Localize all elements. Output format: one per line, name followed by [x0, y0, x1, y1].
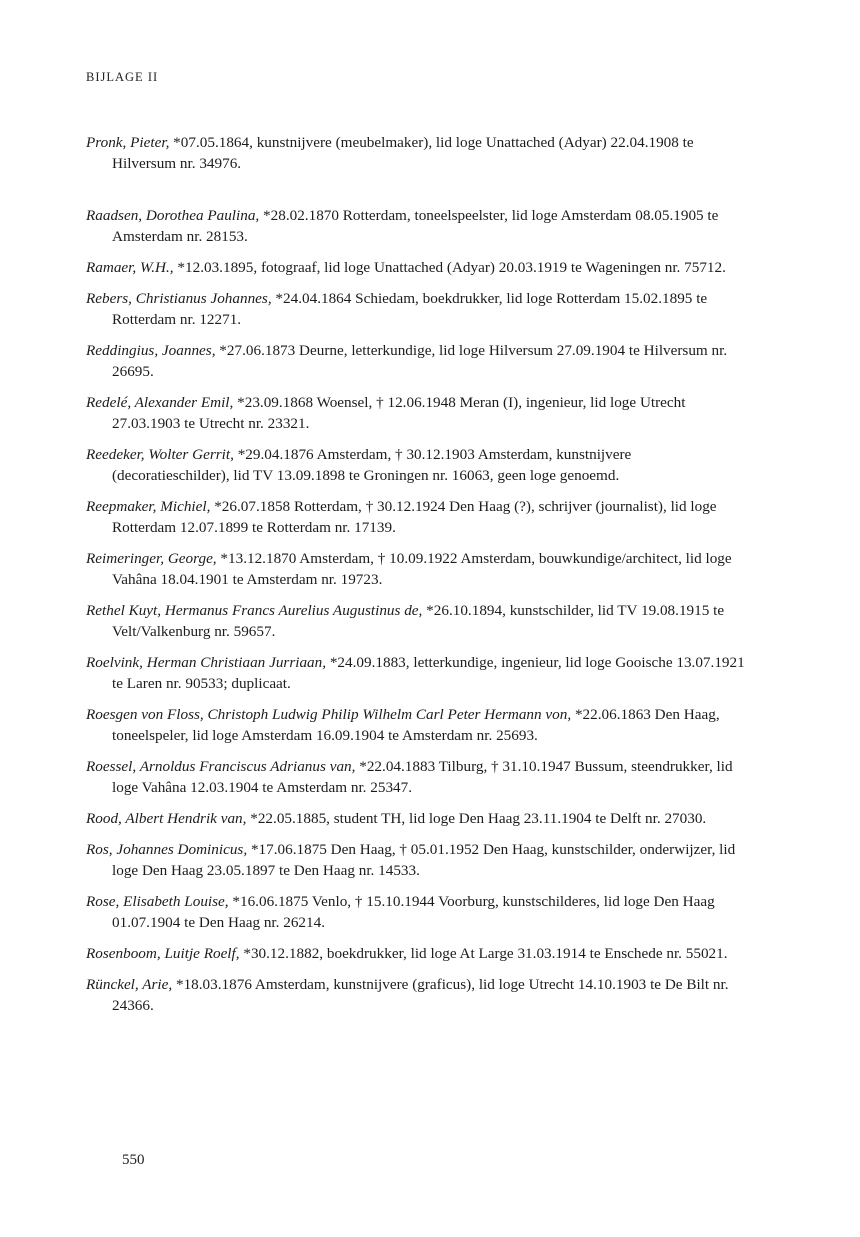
- entry-text: *30.12.1882, boekdrukker, lid loge At Large 31.03.1914 te Enschede nr. 55021.: [239, 945, 728, 962]
- entry-name: Redelé, Alexander Emil,: [86, 394, 234, 411]
- entry-name: Reepmaker, Michiel,: [86, 498, 211, 515]
- entry-name: Reedeker, Wolter Gerrit,: [86, 446, 234, 463]
- entry-name: Roelvink, Herman Christiaan Jurriaan,: [86, 654, 327, 671]
- entry: [86, 704, 750, 746]
- entry: [86, 943, 750, 964]
- entry-name: Reimeringer, George,: [86, 550, 217, 567]
- entry: [86, 600, 750, 642]
- entry-name: Raadsen, Dorothea Paulina,: [86, 207, 260, 224]
- entry-list: [86, 132, 750, 1026]
- entry-text: *22.04.1883 Tilburg, † 31.10.1947 Bussum, steendrukker, lid loge Vahâna 12.03.1904 te Amsterdam nr. 25347.: [112, 758, 733, 796]
- entry-text: *24.09.1883, letterkundige, ingenieur, lid loge Gooische 13.07.1921 te Laren nr. 90533; duplicaat.: [112, 654, 745, 692]
- entry-text: *13.12.1870 Amsterdam, † 10.09.1922 Amsterdam, bouwkundige/architect, lid loge Vahâna 18.04.1901 te Amsterdam nr. 19723.: [112, 550, 732, 588]
- entry-text: *22.06.1863 Den Haag, toneelspeler, lid loge Amsterdam 16.09.1904 te Amsterdam nr. 25693.: [112, 706, 720, 744]
- entry-name: Rünckel, Arie,: [86, 976, 173, 993]
- entry-name: Rood, Albert Hendrik van,: [86, 810, 247, 827]
- entry: [86, 548, 750, 590]
- entry-text: *26.07.1858 Rotterdam, † 30.12.1924 Den Haag (?), schrijver (journalist), lid loge Rotterdam 12.07.1899 te Rotterdam nr. 17139.: [112, 498, 717, 536]
- entry-text: *07.05.1864, kunstnijvere (meubelmaker), lid loge Unattached (Adyar) 22.04.1908 te Hilversum nr. 34976.: [112, 134, 694, 172]
- entry: [86, 808, 750, 829]
- entry-text: *12.03.1895, fotograaf, lid loge Unattached (Adyar) 20.03.1919 te Wageningen nr. 75712.: [173, 259, 726, 276]
- entry-text: *22.05.1885, student TH, lid loge Den Haag 23.11.1904 te Delft nr. 27030.: [246, 810, 707, 827]
- entry-text: *18.03.1876 Amsterdam, kunstnijvere (graficus), lid loge Utrecht 14.10.1903 te De Bilt nr. 24366.: [112, 976, 729, 1014]
- running-head: BIJLAGE II: [86, 70, 159, 84]
- entry-text: *26.10.1894, kunstschilder, lid TV 19.08.1915 te Velt/Valkenburg nr. 59657.: [112, 602, 725, 640]
- entry-name: Roessel, Arnoldus Franciscus Adrianus van,: [86, 758, 356, 775]
- entry-text: *28.02.1870 Rotterdam, toneelspeelster, lid loge Amsterdam 08.05.1905 te Amsterdam nr. 28153.: [112, 207, 719, 245]
- entry: [86, 652, 750, 694]
- entry: [86, 132, 750, 174]
- entry: [86, 839, 750, 881]
- entry-name: Rebers, Christianus Johannes,: [86, 290, 272, 307]
- entry-name: Rosenboom, Luitje Roelf,: [86, 945, 240, 962]
- entry-name: Reddingius, Joannes,: [86, 342, 216, 359]
- entry-text: *24.04.1864 Schiedam, boekdrukker, lid loge Rotterdam 15.02.1895 te Rotterdam nr. 12271.: [112, 290, 708, 328]
- entry: [86, 288, 750, 330]
- entry: [86, 444, 750, 486]
- entry-name: Rose, Elisabeth Louise,: [86, 893, 229, 910]
- entry-text: *23.09.1868 Woensel, † 12.06.1948 Meran (I), ingenieur, lid loge Utrecht 27.03.1903 te Utrecht nr. 23321.: [112, 394, 686, 432]
- entry-name: Roesgen von Floss, Christoph Ludwig Philip Wilhelm Carl Peter Hermann von,: [86, 706, 572, 723]
- entry-text: *29.04.1876 Amsterdam, † 30.12.1903 Amsterdam, kunstnijvere (decoratieschilder), lid TV 13.09.1898 te Groningen nr. 16063, geen loge genoemd.: [112, 446, 632, 484]
- entry: [86, 392, 750, 434]
- entry-text: *27.06.1873 Deurne, letterkundige, lid loge Hilversum 27.09.1904 te Hilversum nr. 26695.: [112, 342, 728, 380]
- entry: [86, 891, 750, 933]
- entry: [86, 756, 750, 798]
- entry-name: Ramaer, W.H.,: [86, 259, 174, 276]
- entry-name: Ros, Johannes Dominicus,: [86, 841, 248, 858]
- entry-text: *16.06.1875 Venlo, † 15.10.1944 Voorburg, kunstschilderes, lid loge Den Haag 01.07.1904 te Den Haag nr. 26214.: [112, 893, 715, 931]
- entry: [86, 496, 750, 538]
- entry: [86, 340, 750, 382]
- entry-name: Pronk, Pieter,: [86, 134, 170, 151]
- entry-name: Rethel Kuyt, Hermanus Francs Aurelius Augustinus de,: [86, 602, 423, 619]
- entry: [86, 974, 750, 1016]
- page-number: 550: [122, 1152, 145, 1168]
- entry: [86, 205, 750, 247]
- entry-text: *17.06.1875 Den Haag, † 05.01.1952 Den Haag, kunstschilder, onderwijzer, lid loge Den Haag 23.05.1897 te Den Haag nr. 14533.: [112, 841, 736, 879]
- entry: [86, 257, 750, 278]
